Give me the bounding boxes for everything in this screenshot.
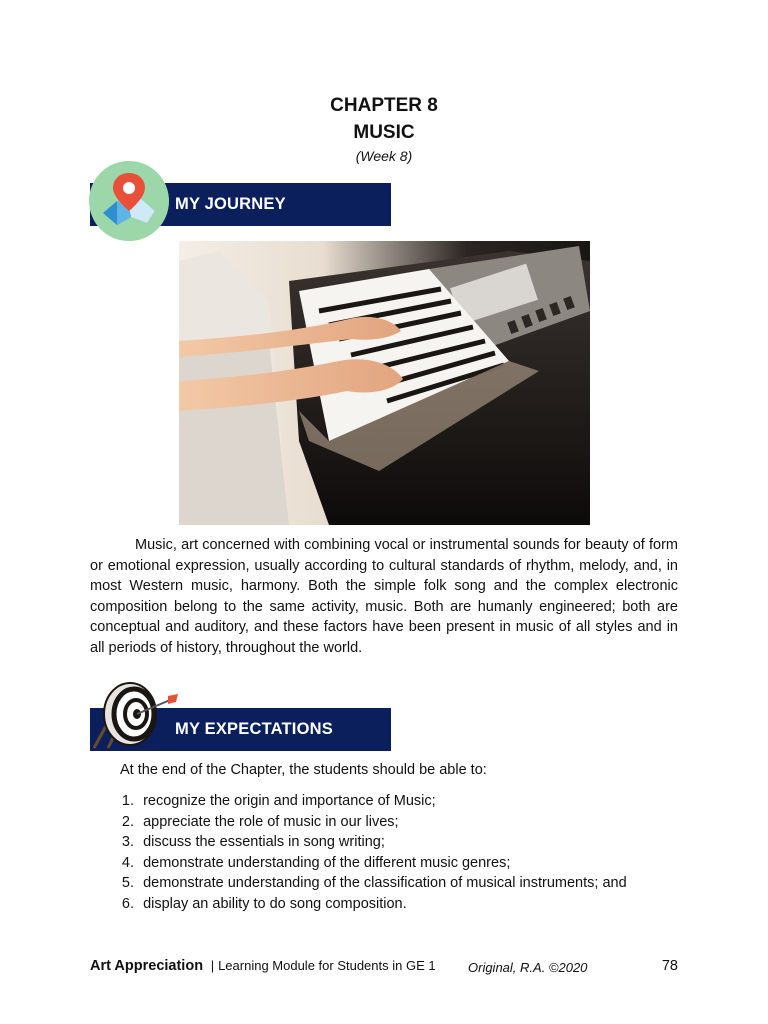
chapter-heading: [0, 92, 768, 165]
intro-paragraph: Music, art concerned with combining vocal or instrumental sounds for beauty of form or emotional expression, usually according to cultural standards of rhythm, melody, and, in most Western music, harmony. Both the simple folk song and the complex electronic composition belong to the same activity, music. Both are humanly engineered; both are conceptual and auditory, and these factors have been present in music of all styles and in all periods of history, throughout the world.: [90, 537, 678, 656]
my-journey-title: MY JOURNEY: [175, 195, 286, 213]
target-icon: [88, 678, 184, 750]
piano-photo: [179, 241, 590, 525]
footer-course-title: Art Appreciation: [90, 958, 204, 974]
list-item: 6. display an ability to do song composition.: [121, 895, 407, 912]
list-item: 5. demonstrate understanding of the classification of musical instruments; and: [121, 875, 627, 891]
my-expectations-title: MY EXPECTATIONS: [175, 720, 333, 738]
page-footer: [90, 958, 680, 980]
expectations-intro: At the end of the Chapter, the students should be able to:: [120, 762, 487, 778]
list-item: 4. demonstrate understanding of the different music genres;: [121, 854, 511, 871]
list-item: 3. discuss the essentials in song writing;: [121, 834, 385, 850]
footer-credit: Original, R.A. ©2020: [468, 960, 588, 975]
footer-subtitle: Learning Module for Students in GE 1: [218, 958, 436, 973]
chapter-number: CHAPTER 8: [330, 95, 438, 116]
objectives-list: [90, 791, 627, 914]
footer-separator: |: [210, 958, 215, 973]
page-number: 78: [661, 958, 678, 974]
list-item: 1. recognize the origin and importance of Music;: [121, 793, 436, 809]
list-item: 2. appreciate the role of music in our lives;: [121, 813, 399, 830]
chapter-week: (Week 8): [355, 148, 413, 164]
chapter-title: MUSIC: [353, 122, 415, 143]
map-pin-icon: [89, 161, 169, 241]
